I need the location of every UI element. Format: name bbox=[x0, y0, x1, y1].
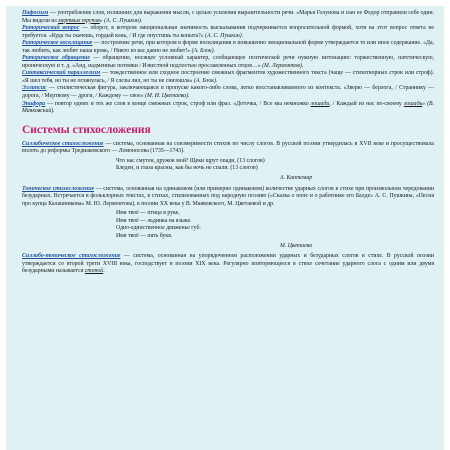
verse-author: М. Цветаева bbox=[280, 242, 313, 249]
entry-rhetorical-question: Риторический вопрос — оборот, в котором эмоциональная значимость высказывания подчеркивается вопросительной формой, хотя на этот вопрос ответа не требуется. «Куда ты скачешь, гордый конь, / И где опустишь ты копыта?» (А. С. Пушкин). bbox=[22, 25, 434, 39]
entry-rhetorical-exclamation: Риторическое восклицание — построение речи, при котором в форме восклицания в повышенно эмоциональной форме утверждается то или иное содержание. «Да, так любить, как любит наша кровь, / Никто из вас давно не любит!» (А. Блок). bbox=[22, 40, 434, 54]
term-rhetorical-address: Риторическое обращение bbox=[22, 55, 90, 62]
verse-line: Бледен, и глаза красны, как бы ночь не спали. (13 слогов) bbox=[116, 165, 258, 172]
term-rhetorical-exclamation: Риторическое восклицание bbox=[22, 40, 93, 47]
term-ellipsis: Эллипсис bbox=[22, 85, 47, 92]
verse-line: Одно-единственное движенье губ. bbox=[116, 225, 201, 232]
section-title: Системы стихосложения bbox=[22, 123, 151, 136]
verse-author: А. Кантемир bbox=[280, 174, 313, 181]
term-syllabic: Силлабическое стихосложение bbox=[22, 140, 104, 147]
entry-ellipsis: Эллипсис — стилистическая фигура, заключающаяся в пропуске какого-либо слова, легко восстанавливаемого из контекста. «Зверю — берлога, / Страннику — дорога, / Мертвому — дроги, / Каждому — свое» (М. И. Цветаева). bbox=[22, 85, 434, 100]
entry-syllabotonic: Силлабо-тоническое стихосложение — система, основанная на упорядоченном расположении ударных и безударных слогов в стихе. В русской поэзии утверждается со второй трети XVIII века, господствует в поэзии XIX века. Регулярно повторяющееся в стихе сочетание ударного слога с одним или двумя безударными называется стопой. bbox=[22, 253, 434, 275]
entry-rhetorical-address: Риторическое обращение — обращение, носящее условный характер, сообщающее поэтической речи нужную интонацию: торжественную, патетическую, ироническую и т. д. «Анд, надменные потомки / Известной подлостью прославленных отцов…» (М. Лермонтов). bbox=[22, 55, 434, 69]
term-tonic: Тоническое стихосложение bbox=[22, 185, 95, 192]
verse-line: Имя твоё — льдинка на языке. bbox=[116, 217, 192, 224]
term-epiphora: Эпифора bbox=[22, 100, 46, 107]
term-rhetorical-question: Риторический вопрос bbox=[22, 25, 80, 32]
verse-line: Что нас смутен, дружок мой? Щеки щрут опади, (13 слогов) bbox=[116, 157, 265, 164]
term-syntactic-parallelism: Синтаксический параллелизм bbox=[22, 70, 101, 77]
entry-pleonasm: Пафосизм — употребление слов, излишних для выражения мысли, с целью усиления выразительности речи. «Марья Голунова и сын ее Федор отправили себе один. Мы видели из мертвых трупов» (А. С. Пушкин). bbox=[22, 10, 434, 24]
term-syllabotonic: Силлабо-тоническое стихосложение bbox=[22, 253, 121, 260]
verse-syllabic bbox=[116, 158, 442, 173]
verse-line: Имя твоё — пять букв. bbox=[116, 232, 173, 239]
entry-syllabic: Силлабическое стихосложение — система, основанная на соизмеримости стихов по числу слогов. В русской поэзии утвердилась в XVII веке и просуществовала вплоть до реформы Тредиаковского — Ломоносова (1735—1743). bbox=[22, 140, 434, 155]
textbook-page bbox=[6, 6, 444, 450]
verse-line: Имя твоё — птица в руке, bbox=[116, 210, 180, 217]
entry-tonic: Тоническое стихосложение — система, основанная на одинаковом (или примерно одинаковом) количестве ударных слогов в стихе при произвольном чередовании безударных. Встречается в фольклорных текстах, в стихах, стилизованных под народную поэзию («Сказка о попе и о работнике его Балде» А. С. Пушкина, «Песня про купца Калашникова» М. Ю. Лермонтова), в поэзии XX века у В. Маяковского, М. Цветаевой и др. bbox=[22, 185, 434, 207]
verse-tonic bbox=[116, 210, 442, 240]
term-pleonasm: Пафосизм bbox=[22, 10, 49, 16]
entry-syntactic-parallelism: Синтаксический параллелизм — тождественное или сходное построение смежных фрагментов художественного текста (чаще — стихотворных строк или строф). «Я шел тебя, но ты не оглянулась, / Я слезы лил, но ты не снизошла» (А. Блок). bbox=[22, 70, 434, 84]
entry-epiphora: Эпифора — повтор одних и тех же слов в конце смежных строк, строф или фраз. «Деточка, / Все мы немножко лошади, / Каждый из нас по-своему лошадь» (В. Маяковский). bbox=[22, 100, 434, 115]
